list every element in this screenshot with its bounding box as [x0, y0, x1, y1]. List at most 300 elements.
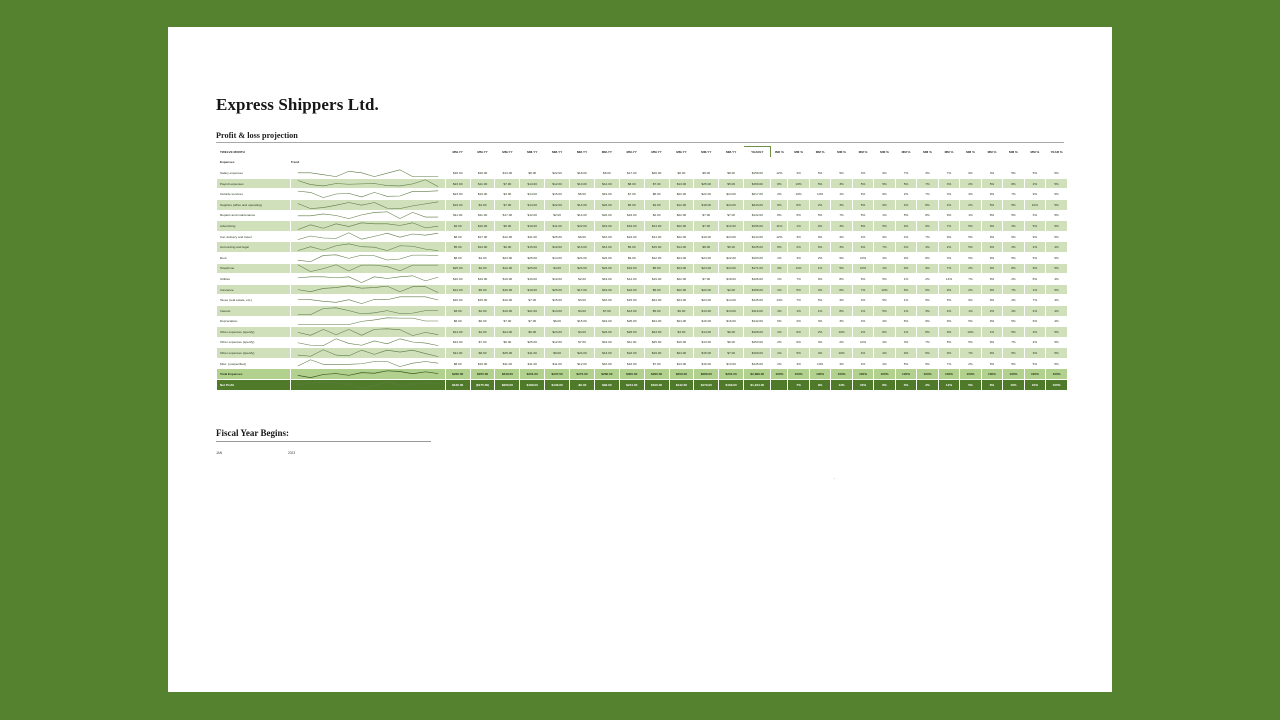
yearly-value[interactable]: $166.00	[744, 274, 771, 285]
month-value-4[interactable]: $14.00	[520, 189, 545, 200]
year-pct-value: 4%	[1046, 274, 1068, 285]
table-row[interactable]	[217, 316, 1068, 327]
month-value-1[interactable]: $14.00	[445, 337, 470, 348]
month-value-12[interactable]: $24.00	[719, 263, 744, 274]
month-value-9[interactable]: $14.00	[644, 231, 669, 242]
yearly-value[interactable]: $153.00	[744, 337, 771, 348]
month-value-5[interactable]: $25.00	[545, 231, 570, 242]
month-value-12[interactable]: $13.00	[719, 358, 744, 369]
table-row[interactable]	[217, 263, 1068, 274]
month-value-3[interactable]: $19.00	[495, 274, 520, 285]
month-value-7[interactable]: $16.00	[594, 358, 619, 369]
month-value-4[interactable]: $11.00	[520, 231, 545, 242]
month-value-1[interactable]: $11.00	[445, 348, 470, 359]
month-value-2[interactable]: $18.00	[470, 168, 495, 179]
table-row[interactable]	[217, 252, 1068, 263]
month-value-12[interactable]: $5.00	[719, 242, 744, 253]
month-pct-subheader-10	[981, 157, 1002, 168]
month-value-6[interactable]: $24.00	[570, 252, 595, 263]
month-value-5[interactable]: $12.00	[545, 337, 570, 348]
month-value-7[interactable]: $266.00	[594, 369, 619, 380]
month-value-2[interactable]: $19.00	[470, 358, 495, 369]
month-value-1[interactable]: $18.00	[445, 168, 470, 179]
month-value-3[interactable]: $7.00	[495, 178, 520, 189]
table-row[interactable]	[217, 327, 1068, 338]
month-value-12[interactable]: $7.00	[719, 348, 744, 359]
month-value-11[interactable]: $25.00	[694, 178, 719, 189]
month-value-7[interactable]: $8.00	[594, 168, 619, 179]
month-value-5[interactable]: $24.00	[545, 327, 570, 338]
month-value-12[interactable]: $2.00	[719, 284, 744, 295]
month-value-11[interactable]: $15.00	[694, 348, 719, 359]
month-value-5[interactable]: $14.00	[545, 252, 570, 263]
month-value-8[interactable]: $214.00	[619, 380, 644, 391]
month-value-2[interactable]: $19.00	[470, 274, 495, 285]
month-pct-value-2: 2%	[809, 327, 830, 338]
month-value-12[interactable]: $16.00	[719, 316, 744, 327]
month-value-4[interactable]: $19.00	[520, 221, 545, 232]
month-value-8[interactable]: $24.00	[619, 231, 644, 242]
month-value-10[interactable]: $3.00	[669, 327, 694, 338]
month-value-11[interactable]: $19.00	[694, 231, 719, 242]
yearly-value[interactable]: $156.00	[744, 221, 771, 232]
month-value-12[interactable]: $22.00	[719, 252, 744, 263]
month-value-1[interactable]: $8.00	[445, 252, 470, 263]
month-value-11[interactable]: $8.00	[694, 168, 719, 179]
month-value-4[interactable]: $21.00	[520, 305, 545, 316]
month-value-6[interactable]: $13.00	[570, 242, 595, 253]
month-value-6[interactable]: $17.00	[570, 284, 595, 295]
month-value-6[interactable]: $14.00	[570, 210, 595, 221]
month-value-5[interactable]: $11.00	[545, 221, 570, 232]
month-value-10[interactable]: $6.00	[669, 305, 694, 316]
yearly-value[interactable]: $193.00	[744, 252, 771, 263]
month-value-1[interactable]: $23.00	[445, 178, 470, 189]
month-value-12[interactable]: $6.00	[719, 327, 744, 338]
month-value-5[interactable]: $2.00	[545, 210, 570, 221]
month-value-9[interactable]: $2.00	[644, 210, 669, 221]
month-value-8[interactable]: $9.00	[619, 252, 644, 263]
month-value-12[interactable]: $24.00	[719, 231, 744, 242]
month-value-8[interactable]: $7.00	[619, 189, 644, 200]
month-value-4[interactable]: $189.00	[520, 380, 545, 391]
month-value-10[interactable]: $12.00	[669, 199, 694, 210]
month-value-9[interactable]: $25.00	[644, 337, 669, 348]
month-value-3[interactable]: $23.00	[495, 252, 520, 263]
month-value-12[interactable]: $24.00	[719, 189, 744, 200]
month-value-6[interactable]: $9.00	[570, 231, 595, 242]
month-value-8[interactable]: $19.00	[619, 263, 644, 274]
month-value-12[interactable]: $13.00	[719, 305, 744, 316]
month-value-8[interactable]: $24.00	[619, 210, 644, 221]
month-value-10[interactable]: $24.00	[669, 348, 694, 359]
month-value-5[interactable]: $16.00	[545, 189, 570, 200]
yearly-value[interactable]: $119.00	[744, 305, 771, 316]
table-row[interactable]	[217, 221, 1068, 232]
month-value-7[interactable]: $12.00	[594, 242, 619, 253]
month-value-4[interactable]: $14.00	[520, 199, 545, 210]
month-value-9[interactable]: $5.00	[644, 305, 669, 316]
month-value-1[interactable]: $8.00	[445, 231, 470, 242]
month-value-3[interactable]: $10.00	[495, 295, 520, 306]
month-value-12[interactable]: $14.00	[719, 295, 744, 306]
yearly-value[interactable]: $145.00	[744, 295, 771, 306]
month-value-5[interactable]: $22.00	[545, 199, 570, 210]
yearly-value[interactable]: $158.00	[744, 284, 771, 295]
month-value-11[interactable]: $7.00	[694, 221, 719, 232]
month-value-2[interactable]: $2.00	[470, 263, 495, 274]
month-value-3[interactable]: $11.00	[495, 358, 520, 369]
month-value-4[interactable]: $11.00	[520, 358, 545, 369]
month-value-9[interactable]: $24.00	[644, 316, 669, 327]
month-value-11[interactable]: $22.00	[694, 189, 719, 200]
month-value-9[interactable]: $12.00	[644, 252, 669, 263]
table-row[interactable]	[217, 242, 1068, 253]
month-value-12[interactable]: $261.00	[719, 369, 744, 380]
net-profit-row[interactable]	[217, 380, 1068, 391]
month-value-10[interactable]: $22.00	[669, 221, 694, 232]
month-value-10[interactable]: $22.00	[669, 284, 694, 295]
month-value-2[interactable]: $17.00	[470, 231, 495, 242]
month-value-6[interactable]: $4.00	[570, 327, 595, 338]
month-value-9[interactable]: $7.00	[644, 358, 669, 369]
month-value-9[interactable]: $290.00	[644, 369, 669, 380]
month-value-11[interactable]: $13.00	[694, 337, 719, 348]
month-value-5[interactable]: $22.00	[545, 168, 570, 179]
month-value-1[interactable]: $25.00	[445, 263, 470, 274]
month-value-2[interactable]: $15.00	[470, 295, 495, 306]
month-value-6[interactable]: $3.00	[570, 295, 595, 306]
month-value-10[interactable]: $22.00	[669, 274, 694, 285]
month-value-3[interactable]: $6.00	[495, 337, 520, 348]
fiscal-year-field[interactable]: 2023	[288, 451, 296, 455]
month-value-6[interactable]: $2.00	[570, 274, 595, 285]
month-value-6[interactable]: $5.00	[570, 189, 595, 200]
month-value-7[interactable]: $92.00	[594, 380, 619, 391]
month-value-3[interactable]: $12.00	[495, 231, 520, 242]
month-value-8[interactable]: $5.00	[619, 242, 644, 253]
table-row[interactable]	[217, 199, 1068, 210]
month-value-9[interactable]: $5.00	[644, 263, 669, 274]
month-value-7[interactable]: $13.00	[594, 348, 619, 359]
month-value-1[interactable]: $11.00	[445, 210, 470, 221]
yearly-value[interactable]: $1,944.00	[744, 380, 771, 391]
month-value-3[interactable]: $3.00	[495, 189, 520, 200]
month-value-8[interactable]: $8.00	[619, 178, 644, 189]
month-value-11[interactable]: $7.00	[694, 274, 719, 285]
profit-loss-table[interactable]	[216, 146, 1068, 391]
month-value-6[interactable]: $13.00	[570, 178, 595, 189]
table-row[interactable]	[217, 168, 1068, 179]
month-value-9[interactable]: $19.00	[644, 274, 669, 285]
month-value-7[interactable]: $16.00	[594, 295, 619, 306]
month-value-1[interactable]: $8.00	[445, 358, 470, 369]
month-value-11[interactable]: $24.00	[694, 263, 719, 274]
month-value-2[interactable]: $5.00	[470, 284, 495, 295]
month-value-3[interactable]: $24.00	[495, 327, 520, 338]
month-value-12[interactable]: $18.00	[719, 274, 744, 285]
month-value-5[interactable]: $11.00	[545, 358, 570, 369]
month-value-7[interactable]: $19.00	[594, 316, 619, 327]
month-value-11[interactable]: $179.00	[694, 380, 719, 391]
month-value-3[interactable]: $6.00	[495, 242, 520, 253]
month-value-8[interactable]: $14.00	[619, 274, 644, 285]
month-value-4[interactable]: $11.00	[520, 348, 545, 359]
yearly-value[interactable]: $132.00	[744, 210, 771, 221]
month-value-6[interactable]: $24.00	[570, 348, 595, 359]
month-value-10[interactable]: $24.00	[669, 295, 694, 306]
yearly-value[interactable]: $135.00	[744, 242, 771, 253]
month-value-9[interactable]: $23.00	[644, 327, 669, 338]
month-value-5[interactable]: $12.00	[545, 178, 570, 189]
yearly-value[interactable]: $243.00	[744, 199, 771, 210]
month-value-3[interactable]: $7.00	[495, 316, 520, 327]
month-value-11[interactable]: $16.00	[694, 358, 719, 369]
month-value-7[interactable]: $22.00	[594, 199, 619, 210]
month-value-8[interactable]: $24.00	[619, 348, 644, 359]
month-value-11[interactable]: $8.00	[694, 242, 719, 253]
month-value-2[interactable]: ($175.00)	[470, 380, 495, 391]
month-value-10[interactable]: $259.00	[669, 369, 694, 380]
month-value-6[interactable]: $7.00	[570, 337, 595, 348]
month-value-1[interactable]: $6.00	[445, 316, 470, 327]
month-value-9[interactable]: $8.00	[644, 189, 669, 200]
month-value-4[interactable]: $16.00	[520, 274, 545, 285]
month-value-8[interactable]: $17.00	[619, 168, 644, 179]
month-value-11[interactable]: $7.00	[694, 210, 719, 221]
month-value-10[interactable]: $22.00	[669, 210, 694, 221]
table-row[interactable]	[217, 284, 1068, 295]
month-value-1[interactable]: $2.00	[445, 221, 470, 232]
month-value-5[interactable]: $9.00	[545, 348, 570, 359]
month-value-4[interactable]: $25.00	[520, 337, 545, 348]
month-value-1[interactable]: $236.00	[445, 369, 470, 380]
month-value-5[interactable]: $13.00	[545, 305, 570, 316]
month-value-5[interactable]: $237.00	[545, 369, 570, 380]
month-value-7[interactable]: $19.00	[594, 274, 619, 285]
month-value-7[interactable]: $19.00	[594, 337, 619, 348]
month-value-9[interactable]: $26.00	[644, 168, 669, 179]
month-value-8[interactable]: $5.00	[619, 199, 644, 210]
month-value-4[interactable]: $12.00	[520, 210, 545, 221]
month-value-11[interactable]: $24.00	[694, 252, 719, 263]
month-value-8[interactable]: $24.00	[619, 284, 644, 295]
month-value-6[interactable]: $24.00	[570, 263, 595, 274]
table-row[interactable]	[217, 337, 1068, 348]
yearly-value[interactable]: $190.00	[744, 348, 771, 359]
month-value-5[interactable]: $19.00	[545, 274, 570, 285]
table-row[interactable]	[217, 295, 1068, 306]
month-value-8[interactable]: $300.00	[619, 369, 644, 380]
month-value-1[interactable]: $19.00	[445, 199, 470, 210]
month-value-12[interactable]: $5.00	[719, 178, 744, 189]
month-value-6[interactable]: $22.00	[570, 221, 595, 232]
month-value-2[interactable]: $2.00	[470, 305, 495, 316]
month-value-4[interactable]: $15.00	[520, 242, 545, 253]
month-value-9[interactable]: $15.00	[644, 242, 669, 253]
month-value-8[interactable]: $15.00	[619, 295, 644, 306]
month-value-2[interactable]: $11.00	[470, 210, 495, 221]
month-value-9[interactable]: $24.00	[644, 295, 669, 306]
month-value-10[interactable]: $8.00	[669, 168, 694, 179]
month-value-3[interactable]: $16.00	[495, 284, 520, 295]
month-value-5[interactable]: $19.00	[545, 242, 570, 253]
yearly-value[interactable]: $159.00	[744, 178, 771, 189]
month-value-11[interactable]: $16.00	[694, 316, 719, 327]
month-value-2[interactable]: $11.00	[470, 178, 495, 189]
month-value-7[interactable]: $24.00	[594, 263, 619, 274]
month-value-3[interactable]: $12.00	[495, 263, 520, 274]
month-value-3[interactable]: $25.00	[495, 348, 520, 359]
month-value-2[interactable]: $6.00	[470, 316, 495, 327]
month-value-10[interactable]: $22.00	[669, 189, 694, 200]
month-value-7[interactable]: $19.00	[594, 189, 619, 200]
yearly-value[interactable]: $168.00	[744, 327, 771, 338]
month-value-1[interactable]: $120.00	[445, 380, 470, 391]
month-value-5[interactable]: $25.00	[545, 284, 570, 295]
month-value-5[interactable]: $6.00	[545, 316, 570, 327]
table-row[interactable]	[217, 178, 1068, 189]
month-value-4[interactable]: $14.00	[520, 178, 545, 189]
month-value-4[interactable]: $6.00	[520, 327, 545, 338]
month-value-5[interactable]: $15.00	[545, 295, 570, 306]
month-value-1[interactable]: $12.00	[445, 284, 470, 295]
month-value-10[interactable]: $16.00	[669, 337, 694, 348]
month-value-7[interactable]: $7.00	[594, 305, 619, 316]
month-value-7[interactable]: $24.00	[594, 327, 619, 338]
month-value-10[interactable]: $13.00	[669, 178, 694, 189]
yearly-value[interactable]: $217.00	[744, 189, 771, 200]
month-value-10[interactable]: $14.00	[669, 242, 694, 253]
month-value-2[interactable]: $13.00	[470, 242, 495, 253]
month-value-4[interactable]: $7.00	[520, 295, 545, 306]
month-value-3[interactable]: $13.00	[495, 168, 520, 179]
month-value-9[interactable]: $14.00	[644, 221, 669, 232]
month-value-4[interactable]: $7.00	[520, 316, 545, 327]
month-value-12[interactable]: $7.00	[719, 210, 744, 221]
month-value-7[interactable]: $16.00	[594, 231, 619, 242]
month-value-11[interactable]: $22.00	[694, 284, 719, 295]
month-value-7[interactable]: $22.00	[594, 252, 619, 263]
month-value-5[interactable]: $136.00	[545, 380, 570, 391]
table-row[interactable]	[217, 231, 1068, 242]
month-value-8[interactable]: $25.00	[619, 316, 644, 327]
month-value-10[interactable]: $142.00	[669, 380, 694, 391]
month-value-10[interactable]: $24.00	[669, 263, 694, 274]
month-value-8[interactable]: $19.00	[619, 221, 644, 232]
month-value-12[interactable]: $8.00	[719, 168, 744, 179]
month-value-12[interactable]: $12.00	[719, 221, 744, 232]
month-value-12[interactable]: $6.00	[719, 337, 744, 348]
month-value-4[interactable]: $19.00	[520, 284, 545, 295]
table-row[interactable]	[217, 274, 1068, 285]
month-value-11[interactable]: $286.00	[694, 369, 719, 380]
month-value-3[interactable]: $249.00	[495, 369, 520, 380]
month-value-10[interactable]: $13.00	[669, 358, 694, 369]
month-value-4[interactable]: $25.00	[520, 252, 545, 263]
month-value-6[interactable]: $15.00	[570, 316, 595, 327]
month-value-11[interactable]: $18.00	[694, 199, 719, 210]
month-value-9[interactable]: $4.00	[644, 199, 669, 210]
table-row[interactable]	[217, 189, 1068, 200]
month-value-10[interactable]: $24.00	[669, 316, 694, 327]
table-row[interactable]	[217, 210, 1068, 221]
month-value-2[interactable]: $7.00	[470, 337, 495, 348]
month-value-6[interactable]: $18.00	[570, 168, 595, 179]
month-value-8[interactable]: $13.00	[619, 305, 644, 316]
month-value-9[interactable]: $100.00	[644, 380, 669, 391]
month-value-5[interactable]: $4.00	[545, 263, 570, 274]
total-expenses-row[interactable]	[217, 369, 1068, 380]
month-value-3[interactable]: $206.00	[495, 380, 520, 391]
month-value-3[interactable]: $6.00	[495, 221, 520, 232]
month-value-1[interactable]: $14.00	[445, 327, 470, 338]
yearly-value[interactable]: $158.00	[744, 168, 771, 179]
month-value-2[interactable]: $8.00	[470, 348, 495, 359]
month-value-7[interactable]: $19.00	[594, 221, 619, 232]
month-value-4[interactable]: $261.00	[520, 369, 545, 380]
month-value-8[interactable]: $16.00	[619, 358, 644, 369]
month-value-10[interactable]: $22.00	[669, 231, 694, 242]
month-value-7[interactable]: $14.00	[594, 178, 619, 189]
month-value-6[interactable]: $12.00	[570, 358, 595, 369]
month-value-1[interactable]: $16.00	[445, 295, 470, 306]
yearly-value[interactable]: $145.00	[744, 358, 771, 369]
month-value-1[interactable]: $16.00	[445, 274, 470, 285]
month-value-2[interactable]: $19.00	[470, 189, 495, 200]
yearly-value[interactable]: $2,989.00	[744, 369, 771, 380]
month-value-9[interactable]: $5.00	[644, 284, 669, 295]
month-value-4[interactable]: $25.00	[520, 263, 545, 274]
month-value-3[interactable]: $19.00	[495, 305, 520, 316]
yearly-value[interactable]: $144.00	[744, 231, 771, 242]
table-row[interactable]	[217, 348, 1068, 359]
month-value-12[interactable]: $169.00	[719, 380, 744, 391]
month-value-2[interactable]: $4.00	[470, 327, 495, 338]
month-value-4[interactable]: $8.00	[520, 168, 545, 179]
month-value-6[interactable]: $14.00	[570, 199, 595, 210]
month-value-11[interactable]: $24.00	[694, 295, 719, 306]
month-value-1[interactable]: $23.00	[445, 189, 470, 200]
month-value-7[interactable]: $22.00	[594, 210, 619, 221]
month-value-2[interactable]: $4.00	[470, 252, 495, 263]
month-value-9[interactable]: $7.00	[644, 178, 669, 189]
month-value-12[interactable]: $24.00	[719, 199, 744, 210]
month-value-1[interactable]: $3.00	[445, 305, 470, 316]
month-value-6[interactable]: $274.00	[570, 369, 595, 380]
table-row[interactable]	[217, 358, 1068, 369]
month-value-11[interactable]: $13.00	[694, 305, 719, 316]
month-value-10[interactable]: $24.00	[669, 252, 694, 263]
table-row[interactable]	[217, 305, 1068, 316]
month-value-11[interactable]: $14.00	[694, 327, 719, 338]
month-value-3[interactable]: $7.00	[495, 199, 520, 210]
month-value-8[interactable]: $11.00	[619, 337, 644, 348]
month-value-8[interactable]: $26.00	[619, 327, 644, 338]
month-value-2[interactable]: $4.00	[470, 199, 495, 210]
month-value-6[interactable]: $4.00	[570, 305, 595, 316]
yearly-value[interactable]: $142.00	[744, 316, 771, 327]
month-value-2[interactable]: $16.00	[470, 221, 495, 232]
month-value-6[interactable]: -$0.00	[570, 380, 595, 391]
yearly-value[interactable]: $171.00	[744, 263, 771, 274]
month-value-3[interactable]: $17.00	[495, 210, 520, 221]
fiscal-month-field[interactable]: JAN	[216, 451, 223, 455]
month-value-2[interactable]: $205.00	[470, 369, 495, 380]
month-value-9[interactable]: $19.00	[644, 348, 669, 359]
month-value-1[interactable]: $5.00	[445, 242, 470, 253]
month-value-7[interactable]: $19.00	[594, 284, 619, 295]
